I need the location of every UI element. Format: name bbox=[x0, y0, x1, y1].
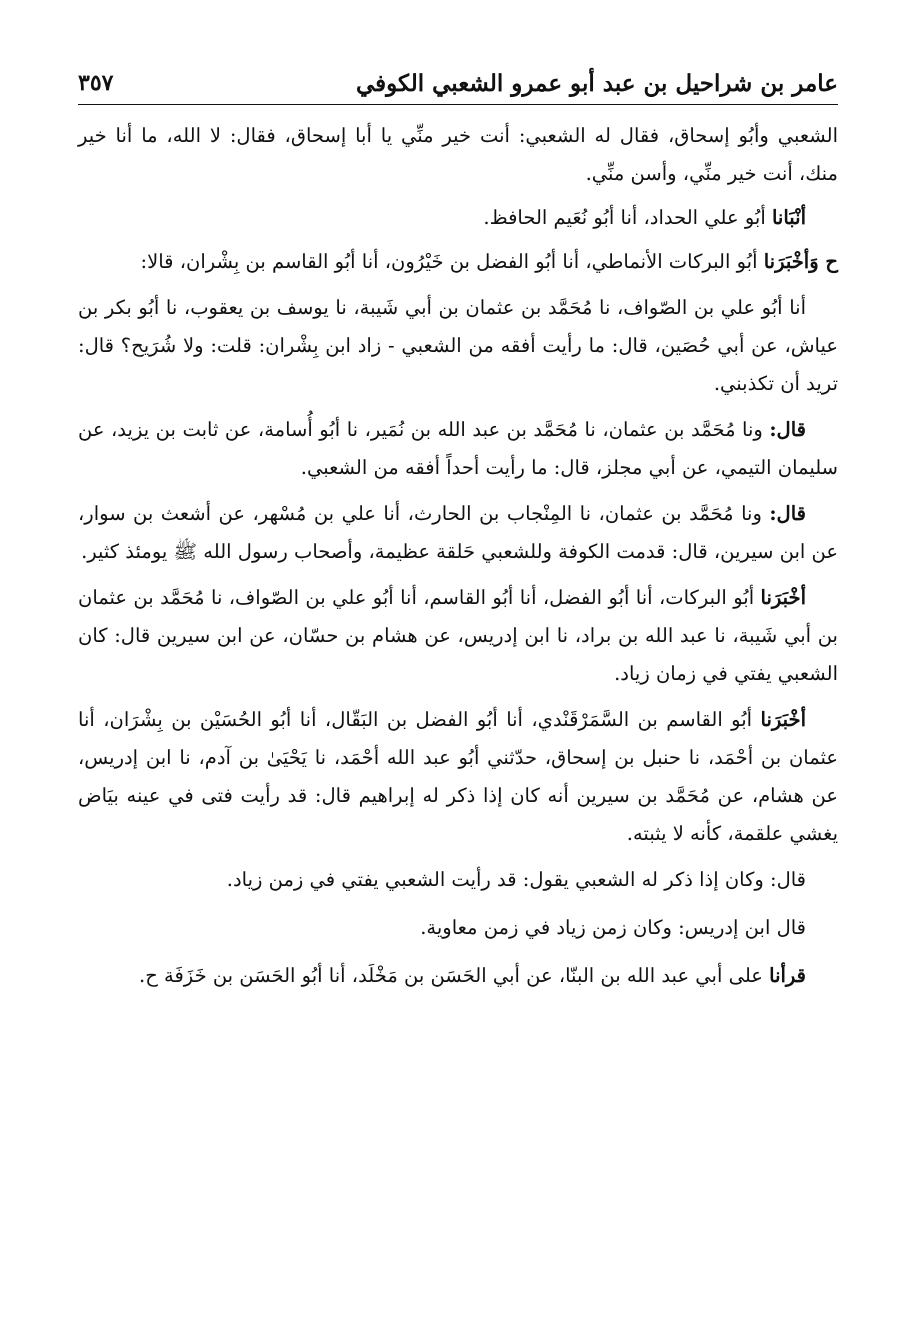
paragraph-lead: قرأنا bbox=[769, 964, 806, 987]
paragraph-text: قال: وكان إذا ذكر له الشعبي يقول: قد رأيت الشعبي يفتي في زمن زياد. bbox=[226, 868, 806, 891]
paragraph-text: قال ابن إدريس: وكان زمن زياد في زمن معاوية. bbox=[420, 916, 806, 939]
paragraph-lead: قال: bbox=[769, 502, 806, 525]
paragraph-text: أنا أبُو علي بن الصّواف، نا مُحَمَّد بن عثمان بن أبي شَيبة، نا يوسف بن يعقوب، نا أبُو بكر بن عياش، عن أبي حُصَين، قال: ما رأيت أفقه من الشعبي - زاد ابن بِشْران: قلت: ولا شُرَيح؟ قال: تريد أن تكذبني. bbox=[78, 296, 838, 395]
paragraph-text: أبُو البركات، أنا أبُو الفضل، أنا أبُو القاسم، أنا أبُو علي بن الصّواف، نا مُحَمَّد بن عثمان بن أبي شَيبة، نا عبد الله بن براد، نا ابن إدريس، عن هشام بن حسّان، عن ابن سيرين قال: كان الشعبي يفتي في زمان زياد. bbox=[78, 586, 838, 685]
body-text bbox=[78, 117, 838, 995]
paragraph bbox=[78, 289, 838, 403]
document-page bbox=[78, 58, 838, 1001]
paragraph bbox=[78, 117, 838, 193]
paragraph-lead: ح وَأخْبَرَنا bbox=[763, 250, 838, 273]
paragraph bbox=[78, 701, 838, 853]
paragraph bbox=[78, 909, 838, 947]
paragraph-text: أبُو علي الحداد، أنا أبُو نُعَيم الحافظ. bbox=[483, 206, 772, 229]
paragraph-text: أبُو القاسم بن السَّمَرْقَنْدي، أنا أبُو الفضل بن البَقّال، أنا أبُو الحُسَيْن بن بِشْرَان، أنا عثمان بن أحْمَد، نا حنبل بن إسحاق، حدّثني أبُو عبد الله أحْمَد، نا يَحْيَىٰ بن آدم، نا ابن إدريس، عن هشام، عن مُحَمَّد بن سيرين أنه كان إذا ذكر له إبراهيم قال: قد رأيت فتى في عينه بيَاض يغشي علقمة، كأنه لا يثبته. bbox=[78, 708, 838, 845]
paragraph bbox=[78, 579, 838, 693]
paragraph-lead: أنْبَانا bbox=[771, 206, 806, 229]
page-number: ٣٥٧ bbox=[78, 70, 114, 96]
paragraph-text: ونا مُحَمَّد بن عثمان، نا المِنْجاب بن الحارث، أنا علي بن مُسْهر، عن أشعث بن سوار، عن ابن سيرين، قال: قدمت الكوفة وللشعبي حَلقة عظيمة، وأصحاب رسول الله ﷺ يومئذ كثير. bbox=[78, 502, 838, 563]
paragraph bbox=[78, 411, 838, 487]
paragraph-text: الشعبي وأبُو إسحاق، فقال له الشعبي: أنت خير منِّي يا أبا إسحاق، فقال: لا الله، ما أنا خير منك، أنت خير منِّي، وأسن منِّي. bbox=[78, 124, 838, 185]
paragraph-text: أبُو البركات الأنماطي، أنا أبُو الفضل بن خَيْرُون، أنا أبُو القاسم بن بِشْران، قالا: bbox=[140, 250, 764, 273]
paragraph-lead: أخْبَرَنا bbox=[760, 708, 806, 731]
paragraph-text: على أبي عبد الله بن البنّا، عن أبي الحَسَن بن مَخْلَد، أنا أبُو الحَسَن بن خَزَفَة ح. bbox=[139, 964, 770, 987]
paragraph-lead: أخْبَرَنا bbox=[760, 586, 806, 609]
header-title: عامر بن شراحيل بن عبد أبو عمرو الشعبي الكوفي bbox=[355, 70, 838, 97]
paragraph bbox=[78, 861, 838, 899]
paragraph bbox=[78, 957, 838, 995]
paragraph bbox=[78, 199, 838, 237]
paragraph-text: ونا مُحَمَّد بن عثمان، نا مُحَمَّد بن عبد الله بن نُمَير، نا أبُو أُسامة، عن ثابت بن يزيد، عن سليمان التيمي، عن أبي مجلز، قال: ما رأيت أحداً أفقه من الشعبي. bbox=[78, 418, 838, 479]
paragraph-lead: قال: bbox=[769, 418, 806, 441]
paragraph bbox=[78, 495, 838, 571]
running-header bbox=[78, 58, 838, 105]
paragraph bbox=[78, 243, 838, 281]
